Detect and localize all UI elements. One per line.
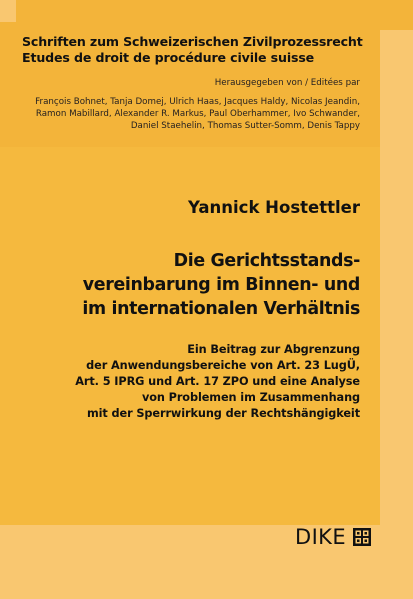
subtitle-line: Art. 5 IPRG und Art. 17 ZPO und eine Analyse — [75, 375, 360, 388]
book-title-line: im internationalen Verhältnis — [82, 299, 360, 319]
book-title — [20, 249, 360, 321]
publisher-mark — [295, 523, 385, 551]
subtitle-line: von Problemen im Zusammenhang — [141, 391, 360, 404]
series-title-french: Etudes de droit de procédure civile suisse — [22, 50, 315, 65]
book-title-line: vereinbarung im Binnen- und — [82, 275, 360, 295]
book-subtitle — [20, 342, 360, 422]
editors-label: Herausgegeben von / Editées par — [214, 78, 360, 88]
author-name: Yannick Hostettler — [187, 198, 360, 217]
editors-line: Ramon Mabillard, Alexander R. Markus, Paul Oberhammer, Ivo Schwander, — [35, 109, 360, 119]
series-title-german: Schriften zum Schweizerischen Zivilprozessrecht — [22, 34, 363, 49]
dike-grid-logo-icon — [353, 528, 371, 546]
editors-line: Daniel Staehelin, Thomas Sutter-Somm, Denis Tappy — [130, 121, 360, 131]
subtitle-line: Ein Beitrag zur Abgrenzung — [187, 343, 360, 356]
series-title — [22, 34, 362, 66]
right-accent-strip — [380, 30, 413, 599]
editors-list — [20, 96, 360, 132]
publisher-name: DIKE — [295, 525, 347, 549]
top-left-accent — [0, 0, 16, 22]
editors-line: François Bohnet, Tanja Domej, Ulrich Haas, Jacques Haldy, Nicolas Jeandin, — [35, 97, 360, 107]
subtitle-line: der Anwendungsbereiche von Art. 23 LugÜ, — [86, 359, 360, 372]
subtitle-line: mit der Sperrwirkung der Rechtshängigkeit — [86, 407, 360, 420]
book-title-line: Die Gerichtsstands- — [173, 251, 360, 271]
